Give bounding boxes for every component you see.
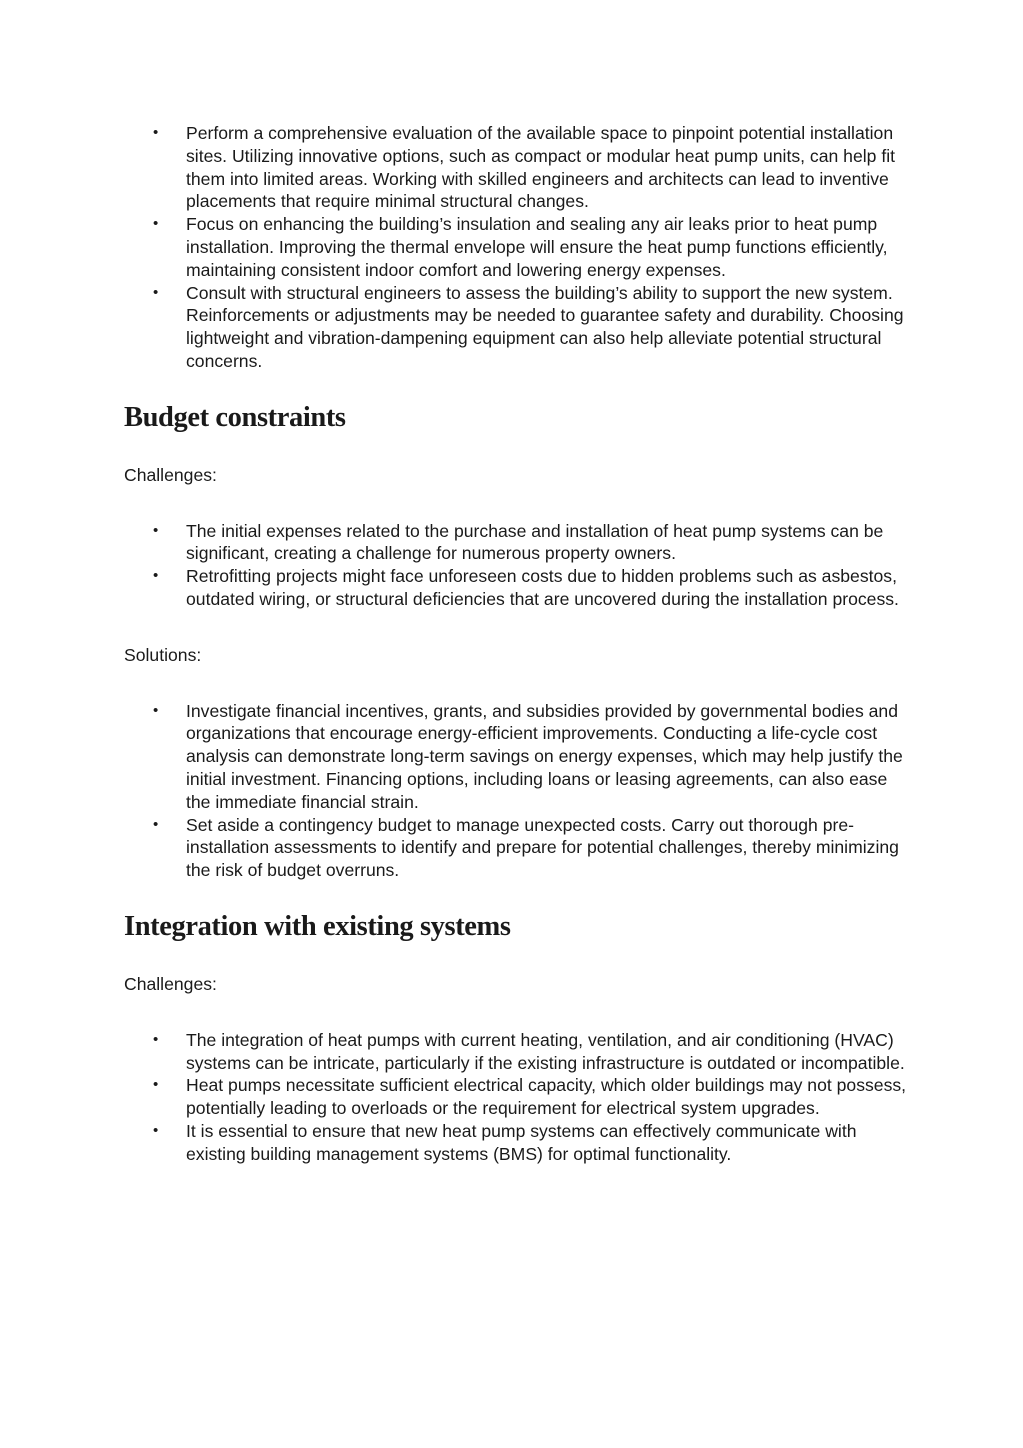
intro-solutions-list [124,122,914,373]
list-item: • Heat pumps necessitate sufficient electrical capacity, which older buildings may not possess, potentially leading to overloads or the requirement for electrical system upgrades. [124,1074,914,1120]
list-item: • Set aside a contingency budget to manage unexpected costs. Carry out thorough pre-installation assessments to identify and prepare for potential challenges, thereby minimizing the risk of budget overruns. [124,814,914,882]
budget-challenges-list [124,520,914,611]
list-item: • The initial expenses related to the purchase and installation of heat pump systems can be significant, creating a challenge for numerous property owners. [124,520,914,566]
list-item: • Perform a comprehensive evaluation of the available space to pinpoint potential installation sites. Utilizing innovative options, such as compact or modular heat pump units, can help fit them into limited areas. Working with skilled engineers and architects can lead to inventive placements that require minimal structural changes. [124,122,914,213]
list-item: • Retrofitting projects might face unforeseen costs due to hidden problems such as asbestos, outdated wiring, or structural deficiencies that are uncovered during the installation process. [124,565,914,611]
challenges-label: Challenges: [124,973,217,994]
integration-challenges-list [124,1029,914,1166]
budget-solutions-list [124,700,914,882]
list-item: • It is essential to ensure that new heat pump systems can effectively communicate with existing building management systems (BMS) for optimal functionality. [124,1120,914,1166]
solutions-label: Solutions: [124,644,202,665]
list-item: • Consult with structural engineers to assess the building’s ability to support the new system. Reinforcements or adjustments may be needed to guarantee safety and durability. Choosing lightweight and vibration-dampening equipment can also help alleviate potential structural concerns. [124,282,914,373]
document-page [124,122,914,1166]
list-item: • Focus on enhancing the building’s insulation and sealing any air leaks prior to heat pump installation. Improving the thermal envelope will ensure the heat pump functions efficiently, maintaining consistent indoor comfort and lowering energy expenses. [124,213,914,281]
challenges-label: Challenges: [124,464,217,485]
list-item: • Investigate financial incentives, grants, and subsidies provided by governmental bodies and organizations that encourage energy-efficient improvements. Conducting a life-cycle cost analysis can demonstrate long-term savings on energy expenses, which may help justify the initial investment. Financing options, including loans or leasing agreements, can also ease the immediate financial strain. [124,700,914,814]
list-item: • The integration of heat pumps with current heating, ventilation, and air conditioning (HVAC) systems can be intricate, particularly if the existing infrastructure is outdated or incompatible. [124,1029,914,1075]
section-heading-integration: Integration with existing systems [124,910,511,942]
section-heading-budget: Budget constraints [124,401,346,433]
